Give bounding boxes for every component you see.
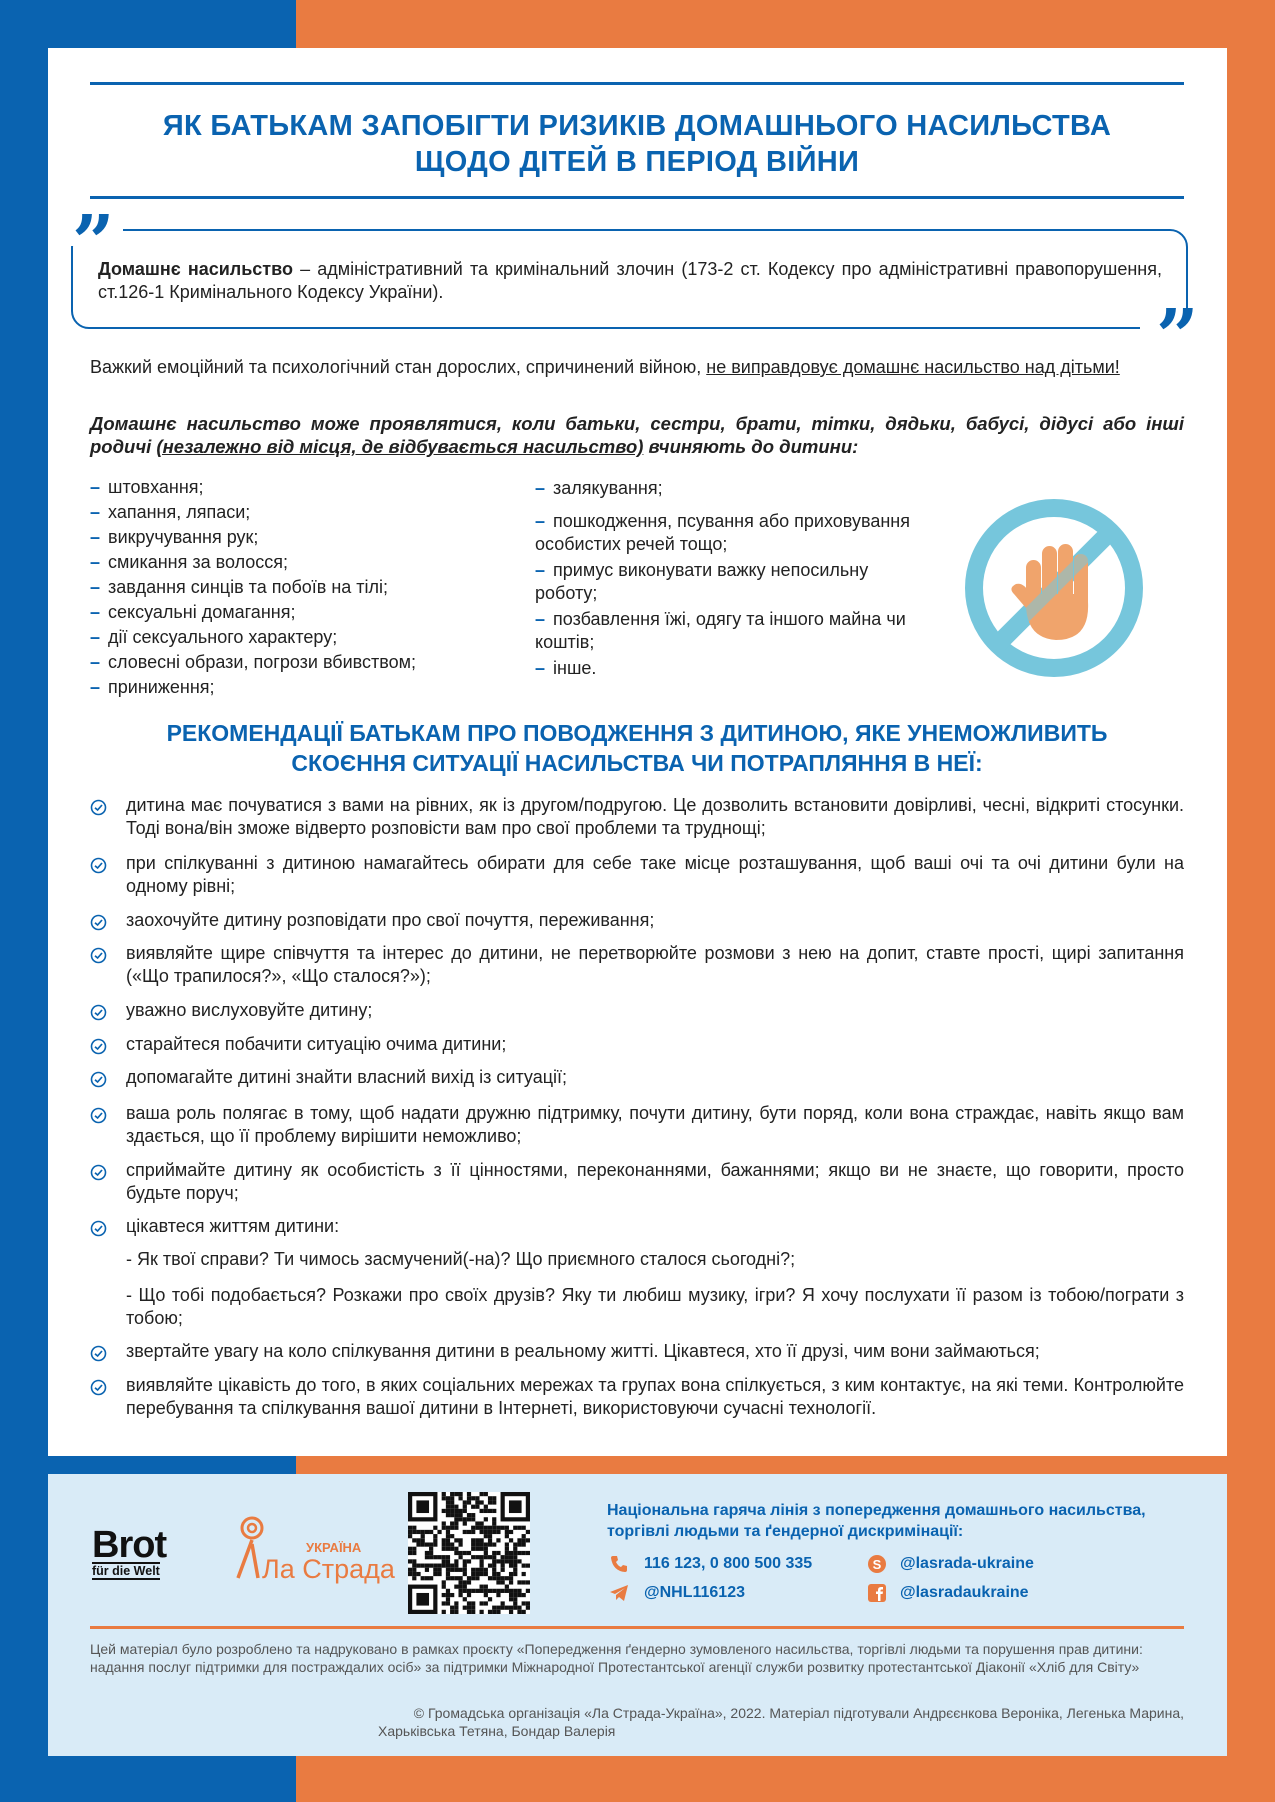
act-text: викручування рук; — [108, 527, 259, 547]
manifest-underlined: (незалежно від місця, де відбувається насильство) — [156, 436, 644, 457]
dash-bullet: – — [535, 560, 546, 580]
acts-list-1 — [90, 475, 530, 700]
title-line-1: ЯК БАТЬКАМ ЗАПОБІГТИ РИЗИКІВ ДОМАШНЬОГО НАСИЛЬСТВА — [162, 110, 1112, 142]
check-circle-icon — [90, 914, 107, 931]
dash-bullet: – — [90, 677, 101, 697]
act-item — [535, 510, 915, 556]
dash-bullet: – — [535, 609, 546, 629]
act-item — [535, 559, 915, 605]
check-circle-icon — [90, 1004, 107, 1021]
act-text: примус виконувати важку непосильну роботу; — [535, 560, 869, 603]
check-circle-icon — [90, 1379, 107, 1396]
recommendation-text: ваша роль полягає в тому, щоб надати дружню підтримку, почути дитину, бути поряд, коли вона страждає, навіть якщо вам здається, що її проблему вирішити неможливо; — [126, 1103, 1184, 1146]
check-circle-icon — [90, 947, 107, 964]
check-circle-icon — [90, 1107, 107, 1124]
recommendations-title-line-1: РЕКОМЕНДАЦІЇ БАТЬКАМ ПРО ПОВОДЖЕННЯ З ДИТИНОЮ, ЯКЕ УНЕМОЖЛИВИТЬ — [166, 720, 1108, 746]
brot-logo-subtitle: für die Welt — [92, 1564, 160, 1578]
telegram-icon — [609, 1583, 629, 1603]
dash-bullet: – — [535, 658, 546, 678]
act-item — [90, 475, 530, 500]
act-text: приниження; — [108, 677, 215, 697]
manifest-text-after: вчиняють до дитини: — [643, 436, 859, 457]
brot-logo-word: Brot — [92, 1524, 167, 1566]
recommendation-item — [90, 1033, 1184, 1056]
recommendation-item — [90, 1159, 1184, 1205]
recommendation-item — [90, 1102, 1184, 1148]
recommendation-text: цікавтеся життям дитини: — [126, 1216, 340, 1236]
recommendation-item — [90, 999, 1184, 1022]
dash-bullet: – — [90, 502, 101, 522]
recommendation-item — [90, 794, 1184, 840]
facebook-icon — [867, 1583, 887, 1603]
dash-bullet: – — [90, 627, 101, 647]
recommendation-text: старайтеся побачити ситуацію очима дитини; — [126, 1034, 507, 1054]
dash-bullet: – — [535, 478, 546, 498]
act-item — [90, 550, 530, 575]
skype-icon — [867, 1554, 887, 1574]
recommendations-title — [90, 718, 1184, 778]
check-circle-icon — [90, 1164, 107, 1181]
recommendation-item — [90, 1215, 1184, 1238]
act-text: завдання синців та побоїв на тілі; — [108, 577, 389, 597]
act-item — [90, 500, 530, 525]
definition-body: – адміністративний та кримінальний злочин (173-2 ст. Кодексу про адміністративні правопорушення, ст.126-1 Кримінального Кодексу України). — [98, 259, 1162, 302]
sub-question-2: - Що тобі подобається? Розкажи про своїх друзів? Яку ти любиш музику, ігри? Я хочу послухати її разом із тобою/пограти з тобою; — [126, 1285, 1184, 1328]
act-text: смикання за волосся; — [108, 552, 289, 572]
copyright — [360, 1704, 1184, 1740]
title-rule-top — [90, 82, 1184, 85]
definition-term: Домашнє насильство — [98, 259, 293, 279]
act-item — [535, 608, 915, 654]
acts-list-2 — [535, 477, 915, 680]
act-text: залякування; — [553, 478, 663, 498]
recommendation-text: виявляйте щире співчуття та інтерес до дитини, не перетворюйте розмови з нею на допит, ставте прості, щирі запитання («Що трапилося?», «Що сталося?»); — [126, 943, 1184, 986]
hotline-phone[interactable]: 116 123, 0 800 500 335 — [644, 1555, 813, 1572]
act-text: дії сексуального характеру; — [108, 627, 338, 647]
check-circle-icon — [90, 1071, 107, 1088]
definition-text — [98, 258, 1162, 304]
recommendations-title-line-2: СКОЄННЯ СИТУАЦІЇ НАСИЛЬСТВА ЧИ ПОТРАПЛЯННЯ В НЕЇ: — [291, 750, 983, 776]
dash-bullet: – — [90, 527, 101, 547]
act-item — [90, 600, 530, 625]
act-text: словесні образи, погрози вбивством; — [108, 652, 417, 672]
qr-code-icon — [408, 1492, 530, 1614]
recommendation-text: сприймайте дитину як особистість з її цінностями, переконаннями, бажаннями; якщо ви не знаєте, що говорити, просто будьте поруч; — [126, 1160, 1184, 1203]
act-item — [90, 650, 530, 675]
check-circle-icon — [90, 1038, 107, 1055]
copyright-line-1: © Громадська організація «Ла Страда-Україна», 2022. Матеріал підготували Андрєєнкова Вероніка, Легенька Марина, — [413, 1705, 1184, 1721]
lastrada-logo-country: УКРАЇНА — [306, 1540, 362, 1555]
telegram-contact[interactable]: @NHL116123 — [644, 1584, 745, 1601]
title-line-2: ЩОДО ДІТЕЙ В ПЕРІОД ВІЙНИ — [414, 146, 860, 178]
check-circle-icon — [90, 857, 107, 874]
act-text: позбавлення їжі, одягу та іншого майна чи коштів; — [535, 609, 906, 652]
recommendation-text: виявляйте цікавість до того, в яких соціальних мережах та групах вона спілкується, з ким контактує, на які теми. Контролюйте перебування та спілкування вашої дитини в Інтернеті, використовуючи сучасні технології. — [126, 1375, 1184, 1418]
skype-contact[interactable]: @lasrada-ukraine — [900, 1555, 1034, 1572]
recommendation-item — [90, 1066, 1184, 1089]
sub-question-1: - Як твої справи? Ти чимось засмучений(-на)? Що приємного сталося сьогодні?; — [126, 1249, 796, 1269]
recommendation-text: уважно вислуховуйте дитину; — [126, 1000, 373, 1020]
recommendation-item — [90, 942, 1184, 988]
recommendation-text: звертайте увагу на коло спілкування дитини в реальному житті. Цікавтеся, хто її друзі, чим вони займаються; — [126, 1341, 1040, 1361]
act-text: штовхання; — [108, 477, 204, 497]
act-text: пошкодження, псування або приховування особистих речей тощо; — [535, 511, 910, 554]
dash-bullet: – — [90, 477, 101, 497]
page-title — [90, 108, 1184, 180]
act-text: хапання, ляпаси; — [108, 502, 251, 522]
title-rule-bottom — [90, 196, 1184, 199]
act-text: інше. — [553, 658, 597, 678]
recommendation-item — [90, 852, 1184, 898]
stop-hand-icon — [964, 498, 1144, 678]
act-item — [90, 575, 530, 600]
intro-underlined: не виправдовує домашнє насильство над дітьми! — [706, 357, 1120, 377]
dash-bullet: – — [90, 552, 101, 572]
act-item — [535, 477, 915, 500]
project-note: Цей матеріал було розроблено та надруковано в рамках проєкту «Попередження ґендерно зумовленого насильства, торгівлі людьми та порушення прав дитини: надання послуг підтримки для постраждалих осіб» за підтримки Міжнародної Протестантської агенції служби розвитку протестантської Діаконії «Хліб для Світу» — [90, 1641, 1143, 1675]
act-item — [535, 657, 915, 680]
lastrada-logo-name: Ла Страда — [262, 1554, 395, 1584]
dash-bullet: – — [90, 652, 101, 672]
recommendation-item — [90, 1340, 1184, 1363]
dash-bullet: – — [535, 511, 546, 531]
quote-close-icon: ” — [1156, 294, 1199, 380]
act-text: сексуальні домагання; — [108, 602, 296, 622]
act-item — [90, 525, 530, 550]
dash-bullet: – — [90, 602, 101, 622]
act-item — [90, 625, 530, 650]
footer-rule — [90, 1626, 1184, 1629]
check-circle-icon — [90, 1345, 107, 1362]
intro-text: Важкий емоційний та психологічний стан дорослих, спричинений війною, — [90, 357, 707, 377]
act-item — [90, 675, 530, 700]
recommendation-text: дитина має почуватися з вами на рівних, як із другом/подругою. Це дозволить встановити довірливі, чесні, відкриті стосунки. Тоді вона/він зможе відверто розповісти вам про свої проблеми та труднощі; — [126, 795, 1184, 838]
recommendation-text: заохочуйте дитину розповідати про свої почуття, переживання; — [126, 910, 655, 930]
svg-text:S: S — [872, 1557, 882, 1572]
intro-paragraph — [90, 356, 1184, 379]
lastrada-logo — [232, 1514, 395, 1584]
dash-bullet: – — [90, 577, 101, 597]
quote-open-icon: ” — [72, 200, 115, 286]
hotline-title: Національна гаряча лінія з попередження домашнього насильства, торгівлі людьми та ґендерної дискримінації: — [607, 1502, 1146, 1540]
recommendation-item — [90, 909, 1184, 932]
recommendation-item — [90, 1374, 1184, 1420]
check-circle-icon — [90, 1220, 107, 1237]
brot-logo — [92, 1524, 192, 1580]
check-circle-icon — [90, 799, 107, 816]
recommendation-text: допомагайте дитині знайти власний вихід із ситуації; — [126, 1067, 568, 1087]
recommendation-text: при спілкуванні з дитиною намагайтесь обирати для себе таке місце розташування, щоб ваші очі та очі дитини були на одному рівні; — [126, 853, 1184, 896]
manifest-text-before: Домашнє насильство може проявлятися, коли батьки, сестри, брати, тітки, дядьки, бабусі, дідусі або інші родичі — [90, 413, 1184, 457]
manifest-paragraph — [90, 412, 1184, 458]
copyright-line-2: Харьківська Тетяна, Бондар Валерія — [378, 1723, 616, 1739]
facebook-contact[interactable]: @lasradaukraine — [900, 1584, 1029, 1601]
phone-icon — [609, 1554, 629, 1574]
